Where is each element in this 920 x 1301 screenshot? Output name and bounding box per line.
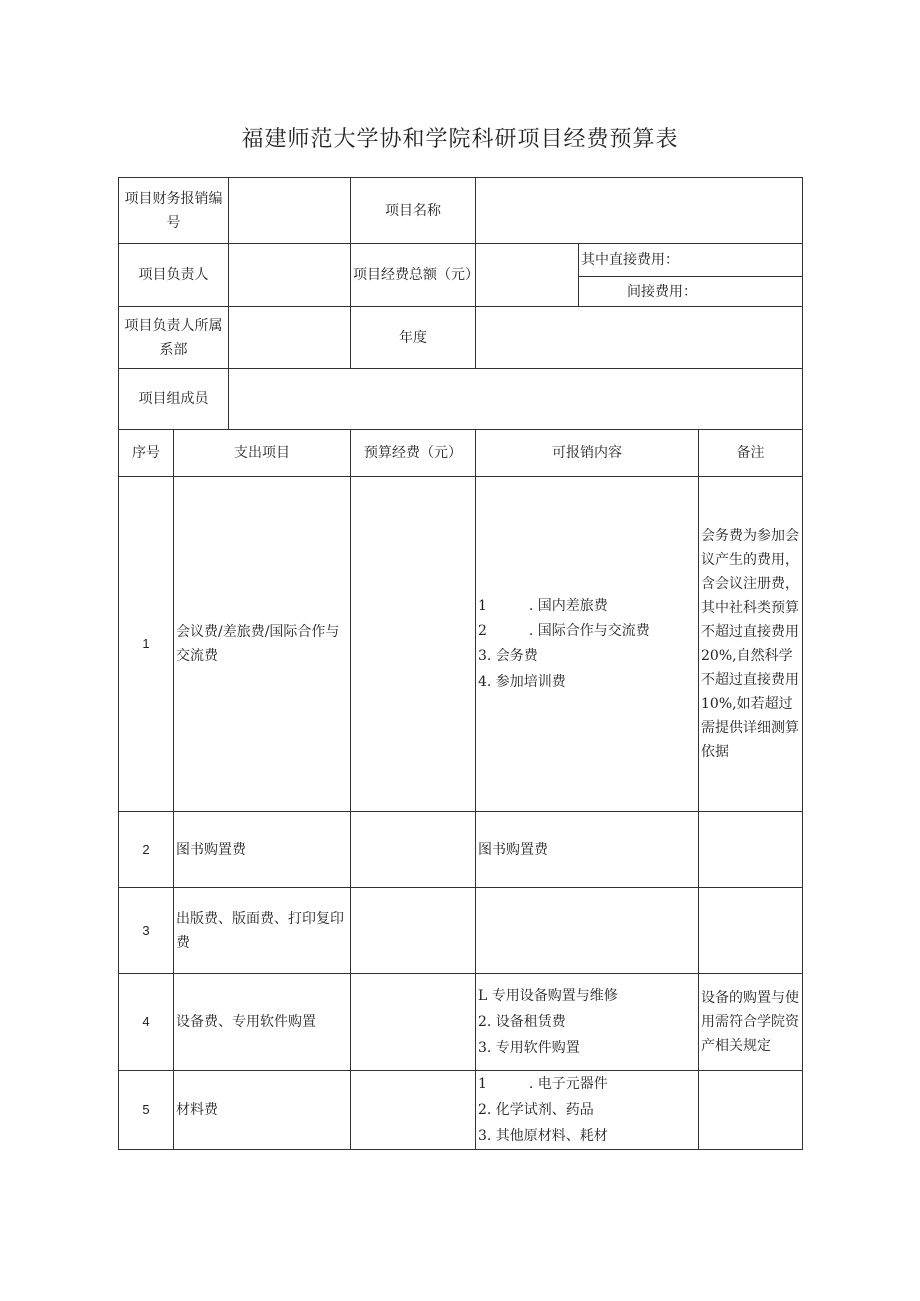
row-seq: 5 <box>119 1071 174 1150</box>
row-item: 出版费、版面费、打印复印费 <box>174 888 351 974</box>
row-note: 设备的购置与使用需符合学院资产相关规定 <box>699 974 803 1071</box>
row-seq: 3 <box>119 888 174 974</box>
table-row <box>119 888 803 974</box>
year-label: 年度 <box>351 307 476 369</box>
content-line: 3. 其他原材料、耗材 <box>478 1128 608 1144</box>
col-header-budget: 预算经费（元） <box>351 430 476 477</box>
content-line: 2. 设备租赁费 <box>478 1014 566 1030</box>
indirect-cost-label[interactable]: 间接费用： <box>579 277 803 307</box>
page-title: 福建师范大学协和学院科研项目经费预算表 <box>241 127 679 152</box>
budget-table <box>118 177 803 1150</box>
col-header-content: 可报销内容 <box>476 430 699 477</box>
row-budget-field[interactable] <box>351 477 476 812</box>
row-note: 会务费为参加会议产生的费用，含会议注册费，其中社科类预算不超过直接费用20%,自然科学不超过直接费用10%,如若超过需提供详细测算依据 <box>699 477 803 812</box>
col-header-note: 备注 <box>699 430 803 477</box>
row-budget-field[interactable] <box>351 812 476 888</box>
content-line: 图书购置费 <box>478 841 548 858</box>
row-seq: 4 <box>119 974 174 1071</box>
content-line: 3. 会务费 <box>478 648 538 664</box>
row-budget-field[interactable] <box>351 974 476 1071</box>
info-row-finance <box>119 178 803 244</box>
row-seq: 1 <box>119 477 174 812</box>
row-note <box>699 812 803 888</box>
content-line: 4. 参加培训费 <box>478 674 566 690</box>
content-line: 1 . 国内差旅费 <box>478 598 608 614</box>
table-header-row <box>119 430 803 477</box>
content-line: L 专用设备购置与维修 <box>478 988 618 1004</box>
info-row-department <box>119 307 803 369</box>
project-name-label: 项目名称 <box>351 178 476 244</box>
leader-label: 项目负责人 <box>119 244 229 307</box>
finance-code-label: 项目财务报销编号 <box>119 178 229 244</box>
table-row <box>119 1071 803 1150</box>
row-content <box>476 974 699 1071</box>
row-note <box>699 1071 803 1150</box>
row-content <box>476 477 699 812</box>
department-label: 项目负责人所属系部 <box>119 307 229 369</box>
content-line: 2. 化学试剂、药品 <box>478 1102 594 1118</box>
row-budget-field[interactable] <box>351 1071 476 1150</box>
row-item: 图书购置费 <box>174 812 351 888</box>
project-name-field[interactable] <box>476 178 803 244</box>
row-note <box>699 888 803 974</box>
row-item: 会议费/差旅费/国际合作与交流费 <box>174 477 351 812</box>
table-row <box>119 477 803 812</box>
table-row <box>119 974 803 1071</box>
row-item: 设备费、专用软件购置 <box>174 974 351 1071</box>
row-budget-field[interactable] <box>351 888 476 974</box>
department-field[interactable] <box>229 307 351 369</box>
row-content <box>476 1071 699 1150</box>
info-row-members <box>119 369 803 430</box>
total-budget-field[interactable] <box>476 244 579 307</box>
info-row-leader <box>119 244 803 277</box>
col-header-seq: 序号 <box>119 430 174 477</box>
content-line: 3. 专用软件购置 <box>478 1040 580 1056</box>
direct-cost-label[interactable]: 其中直接费用： <box>579 244 803 277</box>
content-line: 2 . 国际合作与交流费 <box>478 623 650 639</box>
table-row <box>119 812 803 888</box>
members-label: 项目组成员 <box>119 369 229 430</box>
col-header-item: 支出项目 <box>174 430 351 477</box>
row-seq: 2 <box>119 812 174 888</box>
total-budget-label: 项目经费总额（元） <box>351 244 476 307</box>
row-content <box>476 888 699 974</box>
content-line: 1 . 电子元器件 <box>478 1076 608 1092</box>
year-field[interactable] <box>476 307 803 369</box>
leader-field[interactable] <box>229 244 351 307</box>
row-item: 材料费 <box>174 1071 351 1150</box>
row-content <box>476 812 699 888</box>
finance-code-field[interactable] <box>229 178 351 244</box>
members-field[interactable] <box>229 369 803 430</box>
